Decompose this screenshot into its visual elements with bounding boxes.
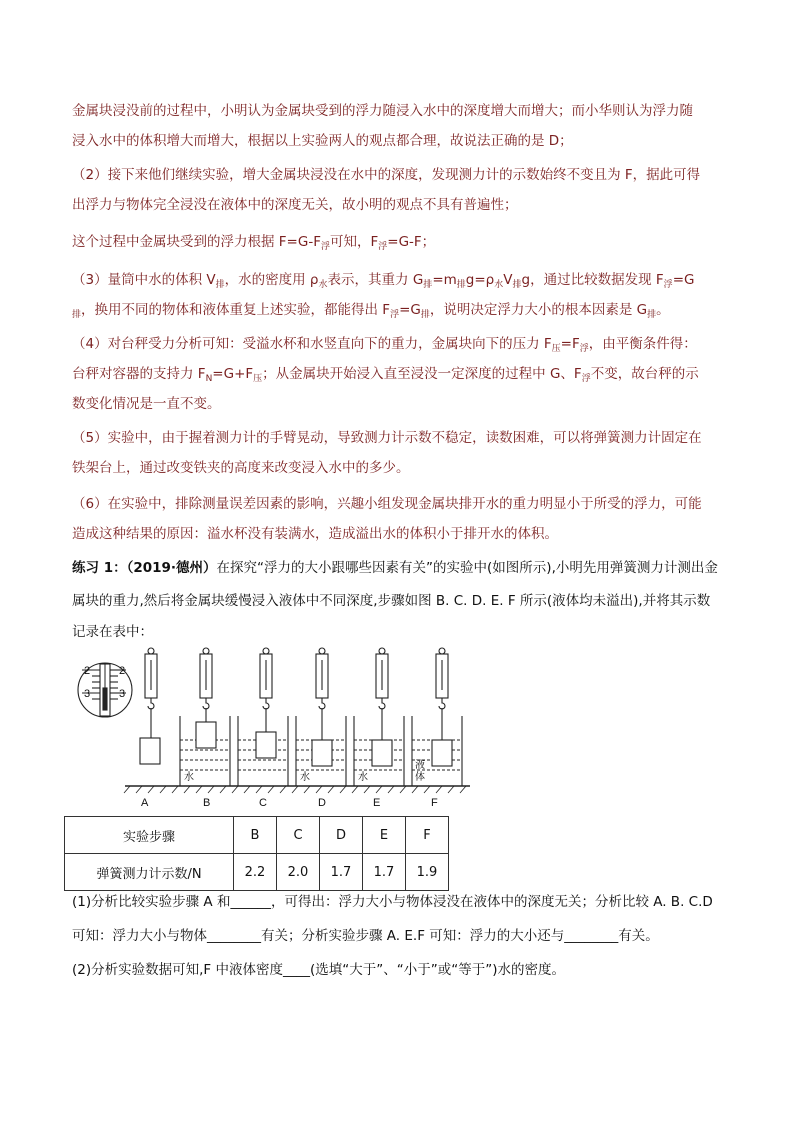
- answer-line: （6）在实验中，排除测量误差因素的影响，兴趣小组发现金属块排开水的重力明显小于所受的浮力，可能: [72, 496, 702, 512]
- experiment-figure: [70, 646, 470, 810]
- exercise-line: 记录在表中：: [72, 624, 153, 640]
- answer-line: 浸入水中的体积增大而增大，根据以上实验两人的观点都合理，故说法正确的是 D；: [72, 133, 573, 149]
- answer-line: 台秤对容器的支持力 $F_N=G+F_压$；从金属块开始浸入直至浸没一定深度的过程中 G、$F_浮$不变，故台秤的示: [72, 366, 699, 384]
- table-cell: 2.0: [277, 854, 320, 891]
- answer-line: （4）对台秤受力分析可知：受溢水杯和水竖直向下的重力，金属块向下的压力 $F_压=F_浮$，由平衡条件得：: [72, 336, 697, 354]
- exercise-line: 练习 1：（2019·德州）在探究“浮力的大小跟哪些因素有关”的实验中(如图所示),小明先用弹簧测力计测出金: [72, 560, 718, 576]
- exercise-line: 属块的重力,然后将金属块缓慢浸入液体中不同深度,步骤如图 B. C. D. E. F 所示(液体均未溢出),并将其示数: [72, 593, 711, 609]
- water-label: 水: [184, 772, 194, 783]
- spring-scale-a: [140, 648, 160, 764]
- answer-line: 数变化情况是一直不变。: [72, 396, 221, 412]
- liquid-label: 体: [415, 772, 425, 783]
- scale-mark-label: 2: [119, 665, 126, 677]
- table-cell: 1.7: [320, 854, 363, 891]
- answer-line: 这个过程中金属块受到的浮力根据 $F=G-F_浮$可知，$F_浮=G-F$；: [72, 234, 436, 252]
- table-cell: 1.9: [406, 854, 449, 891]
- table-cell: 1.7: [363, 854, 406, 891]
- step-label: C: [259, 797, 267, 809]
- answer-line: （2）接下来他们继续实验，增大金属块浸没在水中的深度，发现测力计的示数始终不变且为 F，据此可得: [72, 167, 701, 183]
- scale-mark-label: 2: [84, 665, 91, 677]
- answer-line: （5）实验中，由于握着测力计的手臂晃动，导致测力计示数不稳定，读数困难，可以将弹簧测力计固定在: [72, 430, 702, 446]
- table-cell: D: [320, 817, 363, 854]
- experiment-drawing: [78, 648, 470, 793]
- table-cell: 2.2: [234, 854, 277, 891]
- table-cell: C: [277, 817, 320, 854]
- step-label: B: [203, 797, 211, 809]
- question-line: 可知：浮力大小与物体________有关；分析实验步骤 A. E.F 可知：浮力的大小还与________有关。: [72, 928, 659, 944]
- answer-line: 金属块浸没前的过程中，小明认为金属块受到的浮力随浸入水中的深度增大而增大；而小华则认为浮力随: [72, 103, 693, 119]
- answer-line: 铁架台上，通过改变铁夹的高度来改变浸入水中的多少。: [72, 460, 410, 476]
- table-row: [65, 854, 449, 891]
- table-cell: B: [234, 817, 277, 854]
- water-label: 水: [358, 772, 368, 783]
- scale-mark-label: 3: [84, 688, 91, 700]
- step-label: F: [431, 797, 438, 809]
- step-label: D: [318, 797, 326, 809]
- beaker-d: [296, 648, 346, 786]
- exercise-label: 练习 1：（2019·德州）: [72, 560, 217, 576]
- table-cell: E: [363, 817, 406, 854]
- answer-line: （3）量筒中水的体积 $V_排$，水的密度用 $\rho_水$表示，其重力 $G_排=m_排g=\rho_水V_排g$，通过比较数据发现 $F_浮=G$: [72, 272, 695, 290]
- ground-hatching: [124, 786, 466, 793]
- answer-line: 造成这种结果的原因：溢水杯没有装满水，造成溢出水的体积小于排开水的体积。: [72, 526, 558, 542]
- question-line: (1)分析比较实验步骤 A 和______，可得出：浮力大小与物体浸没在液体中的深度无关；分析比较 A. B. C.D: [72, 894, 713, 910]
- water-label: 水: [300, 772, 310, 783]
- table-cell: 实验步骤: [65, 817, 234, 854]
- beaker-e: [354, 648, 404, 786]
- beaker-c: [238, 648, 288, 786]
- data-table: [64, 816, 449, 891]
- table-cell: F: [406, 817, 449, 854]
- table-cell: 弹簧测力计示数/N: [65, 854, 234, 891]
- scale-mark-label: 3: [119, 688, 126, 700]
- step-label: E: [373, 797, 381, 809]
- answer-line: 出浮力与物体完全浸没在液体中的深度无关，故小明的观点不具有普遍性；: [72, 197, 518, 213]
- question-line: (2)分析实验数据可知,F 中液体密度____(选填“大于”、“小于”或“等于”)水的密度。: [72, 962, 565, 978]
- table-row: [65, 817, 449, 854]
- liquid-label: 液: [415, 760, 425, 771]
- answer-line: $_排$，换用不同的物体和液体重复上述实验，都能得出 $F_浮=G_排$，说明决定浮力大小的根本因素是 $G_排$。: [72, 302, 670, 320]
- step-label: A: [141, 797, 149, 809]
- beaker-b: [180, 648, 230, 786]
